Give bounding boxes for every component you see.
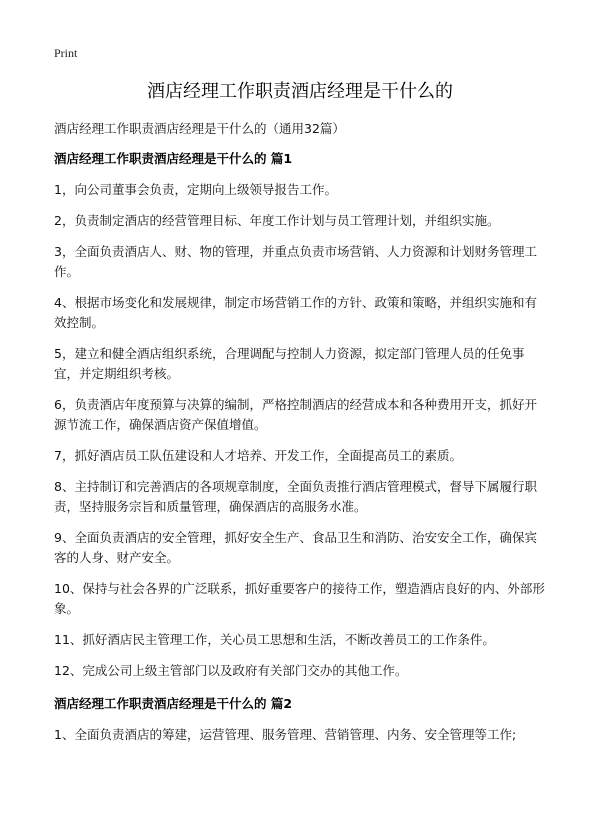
list-item: 12、完成公司上级主管部门以及政府有关部门交办的其他工作。	[54, 663, 408, 678]
document-subtitle: 酒店经理工作职责酒店经理是干什么的（通用32篇）	[54, 121, 345, 136]
list-item: 4、根据市场变化和发展规律，制定市场营销工作的方针、政策和策略，并组织实施和有效控制。	[54, 295, 537, 330]
section-heading: 酒店经理工作职责酒店经理是干什么的 篇2	[54, 696, 293, 711]
list-item: 9、全面负责酒店的安全管理，抓好安全生产、食品卫生和消防、治安安全工作，确保宾客的人身、财产安全。	[54, 530, 537, 565]
list-item: 5，建立和健全酒店组织系统，合理调配与控制人力资源，拟定部门管理人员的任免事宜，并定期组织考核。	[54, 346, 525, 381]
section-1	[54, 150, 548, 681]
section-2	[54, 695, 548, 745]
list-item: 11、抓好酒店民主管理工作，关心员工思想和生活，不断改善员工的工作条件。	[54, 632, 495, 647]
list-item: 7，抓好酒店员工队伍建设和人才培养、开发工作，全面提高员工的素质。	[54, 448, 462, 463]
list-item: 10、保持与社会各界的广泛联系，抓好重要客户的接待工作，塑造酒店良好的内、外部形象。	[54, 581, 545, 616]
list-item: 3，全面负责酒店人、财、物的管理，并重点负责市场营销、人力资源和计划财务管理工作。	[54, 244, 537, 279]
list-item: 1，向公司董事会负责，定期向上级领导报告工作。	[54, 182, 337, 197]
print-label: Print	[54, 46, 78, 60]
list-item: 6，负责酒店年度预算与决算的编制，严格控制酒店的经营成本和各种费用开支，抓好开源节流工作，确保酒店资产保值增值。	[54, 397, 537, 432]
document-title: 酒店经理工作职责酒店经理是干什么的	[147, 81, 453, 102]
list-item: 1、全面负责酒店的筹建，运营管理、服务管理、营销管理、内务、安全管理等工作;	[54, 727, 517, 742]
list-item: 2，负责制定酒店的经营管理目标、年度工作计划与员工管理计划，并组织实施。	[54, 213, 500, 228]
document-body	[54, 150, 548, 756]
section-heading: 酒店经理工作职责酒店经理是干什么的 篇1	[54, 151, 293, 166]
list-item: 8、主持制订和完善酒店的各项规章制度，全面负责推行酒店管理模式，督导下属履行职责，坚持服务宗旨和质量管理，确保酒店的高服务水准。	[54, 479, 537, 514]
